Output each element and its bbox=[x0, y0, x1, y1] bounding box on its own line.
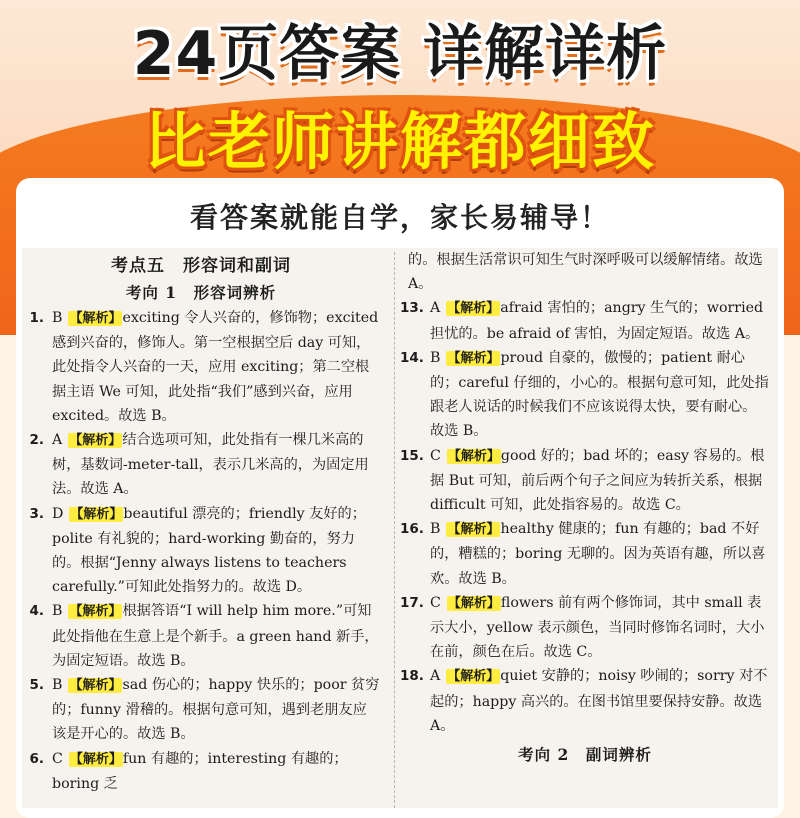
analysis-text: exciting 令人兴奋的，修饰物；excited 感到兴奋的，修饰人。第一空根据空后 day 可知，此处指令人兴奋的一天，应用 exciting；第二空根据主语 We 可知，此处指“我们”感到兴奋，应用 excited。故选 B。 bbox=[52, 310, 379, 424]
analysis-tag: 【解析】 bbox=[447, 669, 500, 685]
analysis-tag: 【解析】 bbox=[69, 678, 122, 694]
subsection-title-2: 考向 2 副词辨析 bbox=[518, 745, 652, 765]
analysis-tag: 【解析】 bbox=[69, 433, 122, 449]
answer-item bbox=[400, 664, 770, 738]
question-number: 16. bbox=[400, 521, 424, 538]
answer-choice: B bbox=[430, 521, 441, 538]
analysis-tag: 【解析】 bbox=[447, 448, 500, 464]
analysis-text: good 好的；bad 坏的；easy 容易的。根据 But 可知，前后两个句子之间应为转折关系，根据 difficult 可知，此处指容易的。故选 C。 bbox=[430, 447, 765, 514]
answer-body bbox=[430, 444, 770, 518]
answer-choice: B bbox=[52, 603, 63, 620]
subsection-title-1: 考向 1 形容词辨析 bbox=[125, 283, 277, 302]
analysis-tag: 【解析】 bbox=[70, 506, 123, 522]
right-answer-list bbox=[400, 296, 770, 738]
answer-item bbox=[22, 599, 380, 673]
analysis-text: fun 有趣的；interesting 有趣的；boring 乏 bbox=[52, 750, 348, 792]
left-column bbox=[22, 248, 380, 796]
analysis-tag: 【解析】 bbox=[69, 311, 122, 326]
answer-item bbox=[400, 517, 770, 591]
answer-item bbox=[22, 747, 380, 796]
answer-body bbox=[52, 428, 380, 502]
answer-body bbox=[52, 599, 380, 673]
analysis-text: healthy 健康的；fun 有趣的；bad 不好的，糟糕的；boring 无聊的。因为英语有趣，所以喜欢。故选 B。 bbox=[430, 521, 766, 587]
left-answer-list bbox=[22, 306, 380, 796]
answer-choice: A bbox=[430, 300, 441, 317]
answer-choice: A bbox=[52, 432, 63, 449]
answer-item bbox=[400, 444, 770, 518]
question-number: 14. bbox=[400, 349, 424, 366]
right-column bbox=[400, 248, 770, 768]
answer-item bbox=[22, 673, 380, 747]
answer-body bbox=[430, 517, 770, 591]
section-title: 考点五 形容词和副词 bbox=[111, 256, 291, 276]
answer-body bbox=[52, 502, 380, 600]
answer-choice: B bbox=[430, 349, 441, 366]
question-number: 17. bbox=[400, 594, 424, 611]
analysis-text: flowers 前有两个修饰词，其中 small 表示大小，yellow 表示颜色，当同时修饰名词时，大小在前，颜色在后。故选 C。 bbox=[430, 594, 765, 661]
answer-choice: C bbox=[430, 447, 441, 464]
subheadline: 比老师讲解都细致 bbox=[143, 105, 656, 178]
slogan: 看答案就能自学，家长易辅导！ bbox=[189, 201, 610, 234]
analysis-tag: 【解析】 bbox=[69, 604, 122, 620]
analysis-text: 根据答语“I will help him more.”可知此处指他在生意上是个新手。a green hand 新手，为固定短语。故选 B。 bbox=[52, 603, 379, 669]
answer-body bbox=[52, 673, 380, 747]
analysis-text: afraid 害怕的；angry 生气的；worried 担忧的。be afraid of 害怕，为固定短语。故选 A。 bbox=[430, 300, 764, 342]
answer-body bbox=[430, 591, 770, 665]
answer-page bbox=[22, 248, 778, 808]
analysis-text: beautiful 漂亮的；friendly 友好的；polite 有礼貌的；hard-working 勤奋的，努力的。根据“Jenny always listens to teachers carefully.”可知此处指努力的。故选 D。 bbox=[52, 505, 366, 596]
answer-item bbox=[400, 346, 770, 444]
question-number: 3. bbox=[29, 505, 44, 522]
question-number: 18. bbox=[400, 668, 424, 685]
answer-item bbox=[400, 591, 770, 665]
analysis-tag: 【解析】 bbox=[447, 595, 500, 611]
analysis-tag: 【解析】 bbox=[447, 350, 500, 366]
headline: 24页答案 详解详析 bbox=[132, 19, 668, 89]
analysis-text: 结合选项可知，此处指有一棵几米高的树，基数词-meter-tall，表示几米高的，为固定用法。故选 A。 bbox=[52, 432, 369, 498]
analysis-tag: 【解析】 bbox=[447, 301, 500, 317]
answer-choice: C bbox=[52, 750, 63, 767]
analysis-tag: 【解析】 bbox=[69, 751, 122, 767]
column-divider bbox=[394, 252, 395, 808]
answer-item bbox=[22, 428, 380, 502]
question-number: 6. bbox=[29, 750, 44, 767]
analysis-tag: 【解析】 bbox=[447, 522, 500, 538]
question-number: 13. bbox=[400, 300, 424, 317]
analysis-text: sad 伤心的；happy 快乐的；poor 贫穷的；funny 滑稽的。根据句意可知，遇到老朋友应该是开心的。故选 B。 bbox=[52, 677, 380, 743]
analysis-text: proud 自豪的，傲慢的；patient 耐心的；careful 仔细的，小心的。根据句意可知，此处指跟老人说话的时候我们不应该说得太快，要有耐心。故选 B。 bbox=[430, 349, 769, 440]
answer-item bbox=[400, 296, 770, 345]
answer-body bbox=[52, 306, 380, 428]
answer-choice: C bbox=[430, 594, 441, 611]
answer-body bbox=[430, 346, 770, 444]
answer-choice: B bbox=[52, 310, 63, 326]
answer-choice: B bbox=[52, 677, 63, 694]
answer-choice: D bbox=[52, 505, 64, 522]
question-number: 2. bbox=[29, 432, 44, 449]
question-number: 1. bbox=[29, 310, 44, 326]
continued-text: 的。根据生活常识可知生气时深呼吸可以缓解情绪。故选 A。 bbox=[408, 252, 763, 293]
answer-body bbox=[430, 664, 770, 738]
analysis-text: quiet 安静的；noisy 吵闹的；sorry 对不起的；happy 高兴的。在图书馆里要保持安静。故选 A。 bbox=[430, 668, 768, 734]
answer-choice: A bbox=[430, 668, 441, 685]
question-number: 5. bbox=[29, 677, 44, 694]
answer-item bbox=[22, 502, 380, 600]
question-number: 4. bbox=[29, 603, 44, 620]
answer-body bbox=[52, 747, 380, 796]
answer-body bbox=[430, 296, 770, 345]
answer-item bbox=[22, 306, 380, 428]
question-number: 15. bbox=[400, 447, 424, 464]
